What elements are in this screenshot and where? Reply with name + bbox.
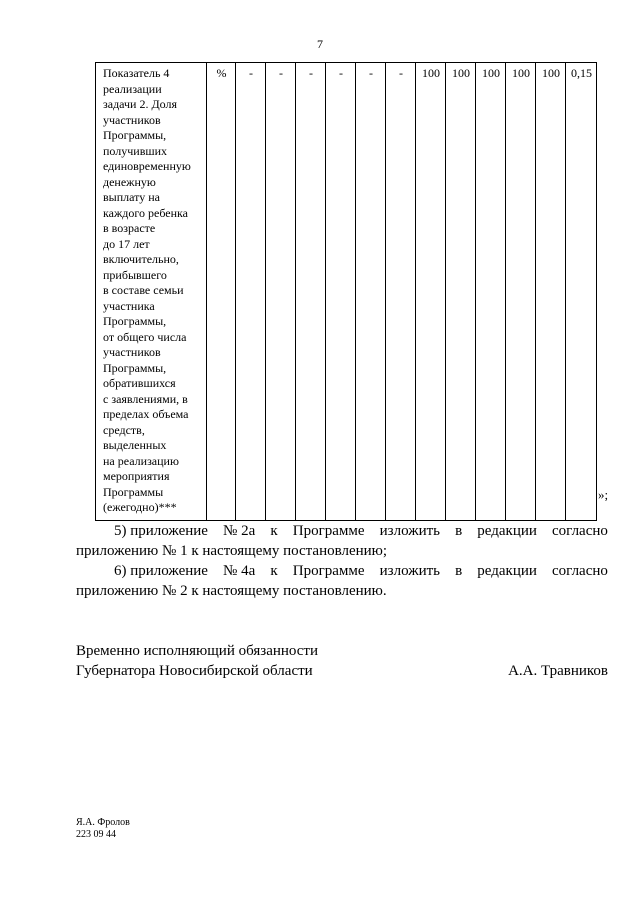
word: к — [270, 563, 278, 579]
paragraph-second-line: приложению № 1 к настоящему постановлению; — [76, 543, 388, 559]
indicator-label-line: мероприятия — [103, 469, 170, 483]
page-number: 7 — [317, 37, 323, 51]
indicator-label-cell — [96, 63, 207, 521]
footer-contact — [76, 817, 130, 841]
unit-cell: % — [207, 63, 236, 521]
indicator-label-line: выделенных — [103, 438, 167, 452]
paragraph-item-6 — [76, 561, 608, 601]
word: изложить — [379, 563, 441, 579]
indicator-label-line: в возрасте — [103, 221, 156, 235]
word: № 4а — [223, 563, 256, 579]
indicator-label-line: включительно, — [103, 252, 179, 266]
word: № 2а — [223, 523, 256, 539]
word: в — [455, 563, 463, 579]
indicator-label-line: получивших — [103, 143, 168, 158]
closing-quote-mark: »; — [598, 487, 609, 502]
word: в — [455, 523, 463, 539]
paragraph-first-line — [76, 561, 608, 581]
word: согласно — [552, 563, 608, 579]
author-name: Я.А. Фролов — [76, 817, 130, 828]
word: к — [270, 523, 278, 539]
indicator-label-line: средств, — [103, 422, 145, 437]
indicator-label-line: до 17 лет — [103, 236, 150, 251]
word: Программе — [292, 563, 365, 579]
indicator-label-line: (ежегодно)*** — [103, 500, 177, 514]
value-cell: 0,15 — [566, 63, 597, 521]
indicator-label-line: на реализацию — [103, 453, 179, 468]
indicator-label-line: Программы, — [103, 360, 167, 375]
value-cell: 100 — [536, 63, 566, 521]
author-phone: 223 09 44 — [76, 829, 116, 840]
signatory-name: А.А. Травников — [508, 663, 608, 679]
indicator-label-line: задачи 2. Доля — [103, 97, 178, 111]
word: редакции — [477, 523, 537, 539]
indicator-label-line: пределах объема — [103, 407, 189, 421]
indicator-label-line: каждого ребенка — [103, 205, 188, 220]
indicator-table — [95, 62, 597, 521]
indicator-label-line: прибывшего — [103, 267, 167, 282]
word: изложить — [379, 523, 441, 539]
indicator-label-line: денежную — [103, 174, 156, 189]
value-cell: 100 — [446, 63, 476, 521]
position-line: Временно исполняющий обязанности — [76, 643, 319, 659]
value-cell: - — [386, 63, 416, 521]
value-cell: 100 — [476, 63, 506, 521]
word: Программе — [292, 523, 365, 539]
value-cell: - — [326, 63, 356, 521]
word: согласно — [552, 523, 608, 539]
table-row — [96, 63, 597, 521]
indicator-label-line: участника — [103, 298, 155, 313]
indicator-label-line: Программы — [103, 484, 164, 499]
indicator-label-line: Показатель 4 — [103, 66, 170, 80]
indicator-label-line: Программы, — [103, 314, 167, 328]
paragraph-first-line — [76, 521, 608, 541]
word: 6) приложение — [114, 563, 208, 579]
value-cell: - — [236, 63, 266, 521]
indicator-label-line: реализации — [103, 81, 162, 96]
signatory-position — [76, 641, 318, 681]
indicator-label-line: в составе семьи — [103, 283, 184, 297]
value-cell: - — [356, 63, 386, 521]
position-line: Губернатора Новосибирской области — [76, 663, 313, 679]
indicator-label-line: участников — [103, 345, 161, 359]
indicator-label-line: с заявлениями, в — [103, 391, 188, 406]
value-cell: 100 — [506, 63, 536, 521]
indicator-label-line: единовременную — [103, 159, 191, 173]
paragraph-item-5 — [76, 521, 608, 561]
paragraph-second-line: приложению № 2 к настоящему постановлению. — [76, 583, 387, 599]
value-cell: - — [296, 63, 326, 521]
value-cell: - — [266, 63, 296, 521]
value-cell: 100 — [416, 63, 446, 521]
indicator-label-line: обратившихся — [103, 376, 176, 390]
word: 5) приложение — [114, 523, 208, 539]
indicator-label-line: участников — [103, 112, 161, 127]
word: редакции — [477, 563, 537, 579]
indicator-label-line: Программы, — [103, 128, 167, 142]
indicator-label-line: выплату на — [103, 190, 160, 204]
indicator-label-line: от общего числа — [103, 329, 187, 344]
